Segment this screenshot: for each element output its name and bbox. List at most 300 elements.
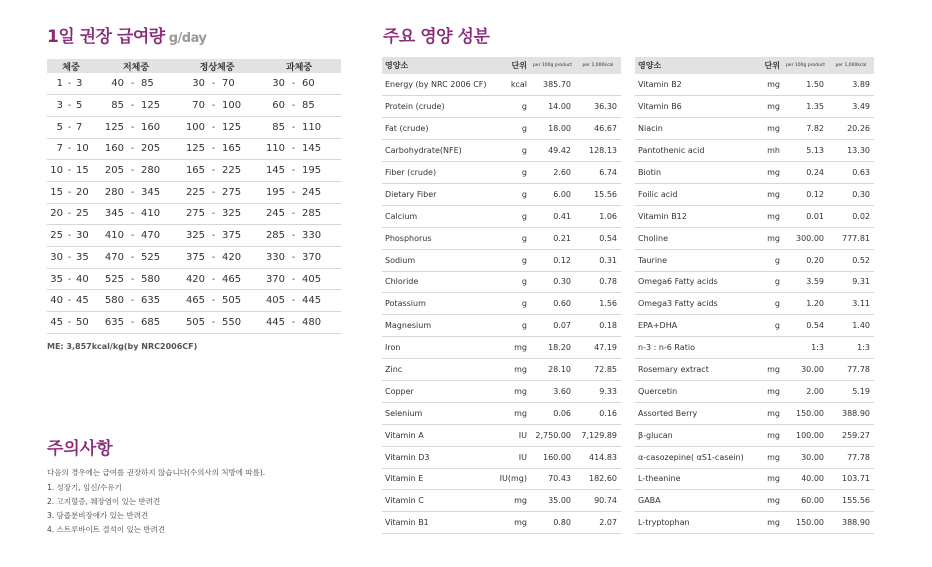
header-nutrient: 영양소: [635, 57, 750, 74]
nutrient-unit: mg: [750, 359, 783, 381]
under-min: 160: [95, 138, 126, 160]
normal-min: 225: [177, 181, 207, 203]
nutrient-per1000kcal: 0.30: [828, 183, 874, 205]
nutrient-row: [382, 402, 621, 424]
weight-max: 30: [74, 225, 95, 247]
range-dash: -: [65, 268, 74, 290]
nutrient-per1000kcal: 0.31: [575, 249, 621, 271]
nutrient-per100g: 0.54: [783, 315, 828, 337]
under-max: 345: [139, 181, 177, 203]
nutrient-row: [635, 227, 874, 249]
under-min: 635: [95, 312, 126, 334]
nutrient-row: [382, 118, 621, 140]
under-min: 410: [95, 225, 126, 247]
weight-max: 20: [74, 181, 95, 203]
nutrient-unit: g: [497, 271, 530, 293]
nutrient-name: Vitamin B6: [635, 96, 750, 118]
feeding-unit: g/day: [168, 31, 207, 46]
nutrient-name: Energy (by NRC 2006 CF): [382, 74, 497, 96]
nutrient-per1000kcal: 0.78: [575, 271, 621, 293]
nutrient-row: [635, 359, 874, 381]
feeding-row: [47, 116, 341, 138]
nutrient-per1000kcal: 7,129.89: [575, 424, 621, 446]
nutrient-row: [382, 380, 621, 402]
feeding-table-body: [47, 73, 341, 333]
over-max: 145: [300, 138, 341, 160]
nutrient-name: Copper: [382, 380, 497, 402]
nutrient-per100g: 2,750.00: [530, 424, 575, 446]
nutrient-per100g: 160.00: [530, 446, 575, 468]
range-dash: -: [65, 225, 74, 247]
nutrient-unit: [750, 337, 783, 359]
nutrient-per100g: 35.00: [530, 490, 575, 512]
under-min: 280: [95, 181, 126, 203]
range-dash: -: [65, 312, 74, 334]
nutrient-per1000kcal: 0.18: [575, 315, 621, 337]
range-dash: -: [207, 268, 220, 290]
nutrient-name: Vitamin D3: [382, 446, 497, 468]
nutrient-per1000kcal: 3.11: [828, 293, 874, 315]
nutrient-name: Choline: [635, 227, 750, 249]
nutrient-name: Taurine: [635, 249, 750, 271]
nutrient-per100g: 3.59: [783, 271, 828, 293]
under-max: 410: [139, 203, 177, 225]
range-dash: -: [126, 95, 139, 117]
nutrient-row: [382, 74, 621, 96]
over-min: 110: [257, 138, 287, 160]
nutrient-name: Vitamin E: [382, 468, 497, 490]
nutrient-row: [382, 271, 621, 293]
nutrient-unit: g: [497, 96, 530, 118]
nutrient-unit: mg: [750, 118, 783, 140]
nutrient-per1000kcal: [575, 74, 621, 96]
under-min: 205: [95, 160, 126, 182]
nutrient-per1000kcal: 0.52: [828, 249, 874, 271]
under-max: 580: [139, 268, 177, 290]
nutrient-row: [635, 380, 874, 402]
header-per100g: per 100g product: [783, 57, 828, 74]
nutrient-per1000kcal: 388.90: [828, 402, 874, 424]
weight-max: 7: [74, 116, 95, 138]
nutrient-name: Zinc: [382, 359, 497, 381]
range-dash: -: [287, 116, 300, 138]
feeding-title: [47, 22, 206, 47]
nutrient-row: [635, 512, 874, 534]
nutrient-name: Niacin: [635, 118, 750, 140]
over-max: 85: [300, 95, 341, 117]
range-dash: -: [207, 203, 220, 225]
nutrient-name: Assorted Berry: [635, 402, 750, 424]
nutrient-per100g: 150.00: [783, 512, 828, 534]
range-dash: -: [287, 181, 300, 203]
range-dash: -: [126, 181, 139, 203]
nutrient-row: [382, 140, 621, 162]
nutrient-per1000kcal: 0.54: [575, 227, 621, 249]
nutrient-name: Pantothenic acid: [635, 140, 750, 162]
range-dash: -: [287, 268, 300, 290]
over-min: 85: [257, 116, 287, 138]
over-min: 285: [257, 225, 287, 247]
over-min: 405: [257, 290, 287, 312]
range-dash: -: [287, 73, 300, 95]
nutrient-per100g: 0.12: [530, 249, 575, 271]
range-dash: -: [65, 138, 74, 160]
nutrient-unit: mg: [750, 74, 783, 96]
range-dash: -: [287, 203, 300, 225]
nutrient-per1000kcal: 9.31: [828, 271, 874, 293]
under-max: 85: [139, 73, 177, 95]
normal-min: 30: [177, 73, 207, 95]
header-per100g: per 100g product: [530, 57, 575, 74]
nutrient-per100g: 1.50: [783, 74, 828, 96]
normal-min: 420: [177, 268, 207, 290]
range-dash: -: [287, 95, 300, 117]
over-min: 330: [257, 247, 287, 269]
nutrient-name: Omega6 Fatty acids: [635, 271, 750, 293]
over-max: 330: [300, 225, 341, 247]
normal-min: 325: [177, 225, 207, 247]
range-dash: -: [207, 247, 220, 269]
feeding-title-text: 1일 권장 급여량: [47, 27, 165, 47]
over-max: 60: [300, 73, 341, 95]
nutrient-per1000kcal: 1.56: [575, 293, 621, 315]
nutrient-per1000kcal: 6.74: [575, 162, 621, 184]
nutrient-unit: mg: [750, 96, 783, 118]
caution-item: 3. 담즙분비장애가 있는 반려견: [47, 511, 149, 520]
nutrient-row: [382, 183, 621, 205]
over-min: 60: [257, 95, 287, 117]
feeding-header-row: [47, 59, 341, 73]
weight-max: 15: [74, 160, 95, 182]
range-dash: -: [287, 312, 300, 334]
caution-title: 주의사항: [47, 439, 113, 459]
weight-max: 40: [74, 268, 95, 290]
feeding-row: [47, 247, 341, 269]
over-min: 30: [257, 73, 287, 95]
nutrient-name: Fat (crude): [382, 118, 497, 140]
nutrient-row: [635, 271, 874, 293]
normal-min: 70: [177, 95, 207, 117]
range-dash: -: [287, 160, 300, 182]
range-dash: -: [126, 268, 139, 290]
nutrient-row: [635, 424, 874, 446]
nutrient-unit: g: [497, 205, 530, 227]
nutrient-row: [635, 490, 874, 512]
nutrient-row: [635, 74, 874, 96]
feeding-header-under: 저체중: [95, 59, 177, 73]
weight-min: 40: [47, 290, 65, 312]
nutrient-per100g: 150.00: [783, 402, 828, 424]
nutrient-row: [382, 512, 621, 534]
nutrient-per1000kcal: 3.89: [828, 74, 874, 96]
range-dash: -: [126, 138, 139, 160]
under-min: 470: [95, 247, 126, 269]
nutrient-unit: mg: [497, 490, 530, 512]
nutrient-table-left: [382, 57, 621, 534]
nutrient-per100g: 0.41: [530, 205, 575, 227]
nutrient-per100g: 0.30: [530, 271, 575, 293]
nutrient-row: [382, 227, 621, 249]
nutrient-per1000kcal: 20.26: [828, 118, 874, 140]
nutrient-per100g: 0.01: [783, 205, 828, 227]
weight-max: 5: [74, 95, 95, 117]
caution-list: [47, 481, 165, 537]
nutrient-per100g: 40.00: [783, 468, 828, 490]
nutrient-table-right: [635, 57, 874, 534]
range-dash: -: [207, 116, 220, 138]
nutrient-name: Selenium: [382, 402, 497, 424]
under-min: 345: [95, 203, 126, 225]
header-per1000kcal: per 1,000kcal: [575, 57, 621, 74]
feeding-row: [47, 268, 341, 290]
weight-min: 25: [47, 225, 65, 247]
range-dash: -: [207, 225, 220, 247]
nutrient-name: Potassium: [382, 293, 497, 315]
range-dash: -: [207, 290, 220, 312]
nutrient-table-right-body: [635, 74, 874, 534]
over-max: 195: [300, 160, 341, 182]
under-max: 685: [139, 312, 177, 334]
normal-max: 125: [220, 116, 257, 138]
nutrient-row: [635, 140, 874, 162]
nutrient-per1000kcal: 155.56: [828, 490, 874, 512]
nutrient-per1000kcal: 47.19: [575, 337, 621, 359]
header-unit: 단위: [750, 57, 783, 74]
nutrient-name: Carbohydrate(NFE): [382, 140, 497, 162]
nutrient-row: [382, 96, 621, 118]
feeding-row: [47, 225, 341, 247]
feeding-row: [47, 290, 341, 312]
nutrient-per100g: 5.13: [783, 140, 828, 162]
nutrient-unit: mg: [750, 227, 783, 249]
metabolizable-energy-note: ME: 3,857kcal/kg(by NRC2006CF): [47, 342, 198, 351]
nutrient-per100g: 3.60: [530, 380, 575, 402]
range-dash: -: [207, 95, 220, 117]
nutrient-name: Protein (crude): [382, 96, 497, 118]
weight-min: 5: [47, 116, 65, 138]
weight-min: 15: [47, 181, 65, 203]
range-dash: -: [287, 138, 300, 160]
under-min: 125: [95, 116, 126, 138]
range-dash: -: [207, 160, 220, 182]
normal-max: 165: [220, 138, 257, 160]
over-min: 445: [257, 312, 287, 334]
nutrients-title: 주요 영양 성분: [383, 27, 490, 47]
nutrient-name: EPA+DHA: [635, 315, 750, 337]
nutrient-per100g: 1:3: [783, 337, 828, 359]
normal-max: 275: [220, 181, 257, 203]
range-dash: -: [287, 225, 300, 247]
over-max: 110: [300, 116, 341, 138]
nutrient-row: [382, 337, 621, 359]
nutrient-per100g: 0.24: [783, 162, 828, 184]
normal-min: 165: [177, 160, 207, 182]
under-min: 525: [95, 268, 126, 290]
nutrient-per100g: 14.00: [530, 96, 575, 118]
nutrient-per100g: 60.00: [783, 490, 828, 512]
over-max: 285: [300, 203, 341, 225]
nutrient-header-row: [635, 57, 874, 74]
nutrient-per1000kcal: 414.83: [575, 446, 621, 468]
nutrient-unit: mg: [497, 402, 530, 424]
nutrient-unit: g: [497, 140, 530, 162]
nutrient-header-row: [382, 57, 621, 74]
nutrient-per100g: 2.60: [530, 162, 575, 184]
nutrient-per1000kcal: 388.90: [828, 512, 874, 534]
nutrient-per1000kcal: 259.27: [828, 424, 874, 446]
nutrient-per1000kcal: 182.60: [575, 468, 621, 490]
nutrient-per1000kcal: 9.33: [575, 380, 621, 402]
normal-min: 375: [177, 247, 207, 269]
nutrient-per100g: 0.80: [530, 512, 575, 534]
feeding-header-normal: 정상체중: [177, 59, 257, 73]
range-dash: -: [65, 95, 74, 117]
nutrient-per1000kcal: 13.30: [828, 140, 874, 162]
caution-intro: 다음의 경우에는 급여를 권장하지 않습니다(수의사의 처방에 따름).: [47, 468, 266, 477]
nutrient-unit: g: [750, 293, 783, 315]
over-max: 445: [300, 290, 341, 312]
header-unit: 단위: [497, 57, 530, 74]
range-dash: -: [65, 290, 74, 312]
nutrient-per1000kcal: 0.02: [828, 205, 874, 227]
weight-max: 3: [74, 73, 95, 95]
nutrient-unit: g: [497, 162, 530, 184]
nutrient-row: [635, 118, 874, 140]
nutrient-per1000kcal: 15.56: [575, 183, 621, 205]
nutrient-unit: g: [750, 249, 783, 271]
nutrient-row: [635, 96, 874, 118]
nutrient-unit: kcal: [497, 74, 530, 96]
nutrient-name: β-glucan: [635, 424, 750, 446]
range-dash: -: [207, 312, 220, 334]
nutrient-name: Quercetin: [635, 380, 750, 402]
caution-item: 4. 스트루바이트 결석이 있는 반려견: [47, 525, 166, 534]
nutrient-row: [635, 337, 874, 359]
nutrient-per100g: 28.10: [530, 359, 575, 381]
nutrient-unit: mg: [750, 162, 783, 184]
weight-max: 50: [74, 312, 95, 334]
nutrient-unit: mg: [750, 468, 783, 490]
weight-min: 30: [47, 247, 65, 269]
nutrient-name: Magnesium: [382, 315, 497, 337]
nutrient-row: [635, 293, 874, 315]
under-max: 525: [139, 247, 177, 269]
range-dash: -: [126, 203, 139, 225]
nutrient-unit: g: [497, 118, 530, 140]
under-min: 580: [95, 290, 126, 312]
normal-min: 505: [177, 312, 207, 334]
nutrient-per1000kcal: 1.06: [575, 205, 621, 227]
header-nutrient: 영양소: [382, 57, 497, 74]
nutrient-unit: mg: [497, 337, 530, 359]
nutrient-per1000kcal: 0.16: [575, 402, 621, 424]
caution-item: 1. 성장기, 임신/수유기: [47, 483, 122, 492]
nutrient-per100g: 18.20: [530, 337, 575, 359]
normal-min: 125: [177, 138, 207, 160]
normal-max: 100: [220, 95, 257, 117]
nutrient-row: [382, 162, 621, 184]
nutrient-per100g: 0.07: [530, 315, 575, 337]
nutrient-unit: g: [750, 315, 783, 337]
nutrient-per1000kcal: 128.13: [575, 140, 621, 162]
nutrient-per100g: 0.21: [530, 227, 575, 249]
nutrient-row: [635, 402, 874, 424]
nutrient-name: Biotin: [635, 162, 750, 184]
nutrient-name: L-tryptophan: [635, 512, 750, 534]
feeding-header-over: 과체중: [257, 59, 341, 73]
range-dash: -: [65, 203, 74, 225]
nutrient-per1000kcal: 5.19: [828, 380, 874, 402]
over-max: 405: [300, 268, 341, 290]
nutrient-name: Iron: [382, 337, 497, 359]
over-min: 245: [257, 203, 287, 225]
nutrient-unit: g: [750, 271, 783, 293]
nutrient-unit: g: [497, 315, 530, 337]
range-dash: -: [207, 73, 220, 95]
over-max: 480: [300, 312, 341, 334]
nutrient-unit: mg: [497, 359, 530, 381]
weight-min: 35: [47, 268, 65, 290]
nutrient-unit: mg: [750, 512, 783, 534]
feeding-row: [47, 95, 341, 117]
range-dash: -: [126, 116, 139, 138]
nutrient-per100g: 1.20: [783, 293, 828, 315]
nutrient-per100g: 18.00: [530, 118, 575, 140]
nutrient-per100g: 49.42: [530, 140, 575, 162]
nutrient-unit: mg: [750, 402, 783, 424]
under-max: 205: [139, 138, 177, 160]
range-dash: -: [126, 312, 139, 334]
nutrient-unit: g: [497, 183, 530, 205]
normal-max: 505: [220, 290, 257, 312]
nutrient-per1000kcal: 777.81: [828, 227, 874, 249]
nutrient-name: Vitamin B1: [382, 512, 497, 534]
weight-min: 45: [47, 312, 65, 334]
nutrient-unit: mg: [750, 183, 783, 205]
normal-max: 70: [220, 73, 257, 95]
normal-max: 550: [220, 312, 257, 334]
feeding-row: [47, 138, 341, 160]
nutrient-unit: mg: [497, 512, 530, 534]
range-dash: -: [65, 73, 74, 95]
nutrient-name: Sodium: [382, 249, 497, 271]
nutrient-per1000kcal: 90.74: [575, 490, 621, 512]
nutrient-unit: mg: [750, 205, 783, 227]
under-max: 160: [139, 116, 177, 138]
nutrient-row: [382, 424, 621, 446]
range-dash: -: [65, 181, 74, 203]
nutrient-per100g: 2.00: [783, 380, 828, 402]
nutrient-per100g: 300.00: [783, 227, 828, 249]
nutrient-per1000kcal: 1.40: [828, 315, 874, 337]
nutrient-name: Rosemary extract: [635, 359, 750, 381]
feeding-row: [47, 73, 341, 95]
range-dash: -: [126, 160, 139, 182]
nutrient-per1000kcal: 77.78: [828, 359, 874, 381]
nutrient-name: Foilic acid: [635, 183, 750, 205]
nutrient-per100g: 6.00: [530, 183, 575, 205]
nutrient-per1000kcal: 36.30: [575, 96, 621, 118]
nutrient-per1000kcal: 77.78: [828, 446, 874, 468]
nutrient-row: [635, 183, 874, 205]
normal-max: 420: [220, 247, 257, 269]
normal-min: 275: [177, 203, 207, 225]
weight-min: 7: [47, 138, 65, 160]
under-max: 635: [139, 290, 177, 312]
nutrient-unit: mg: [497, 380, 530, 402]
nutrient-row: [382, 315, 621, 337]
nutrient-per1000kcal: 103.71: [828, 468, 874, 490]
